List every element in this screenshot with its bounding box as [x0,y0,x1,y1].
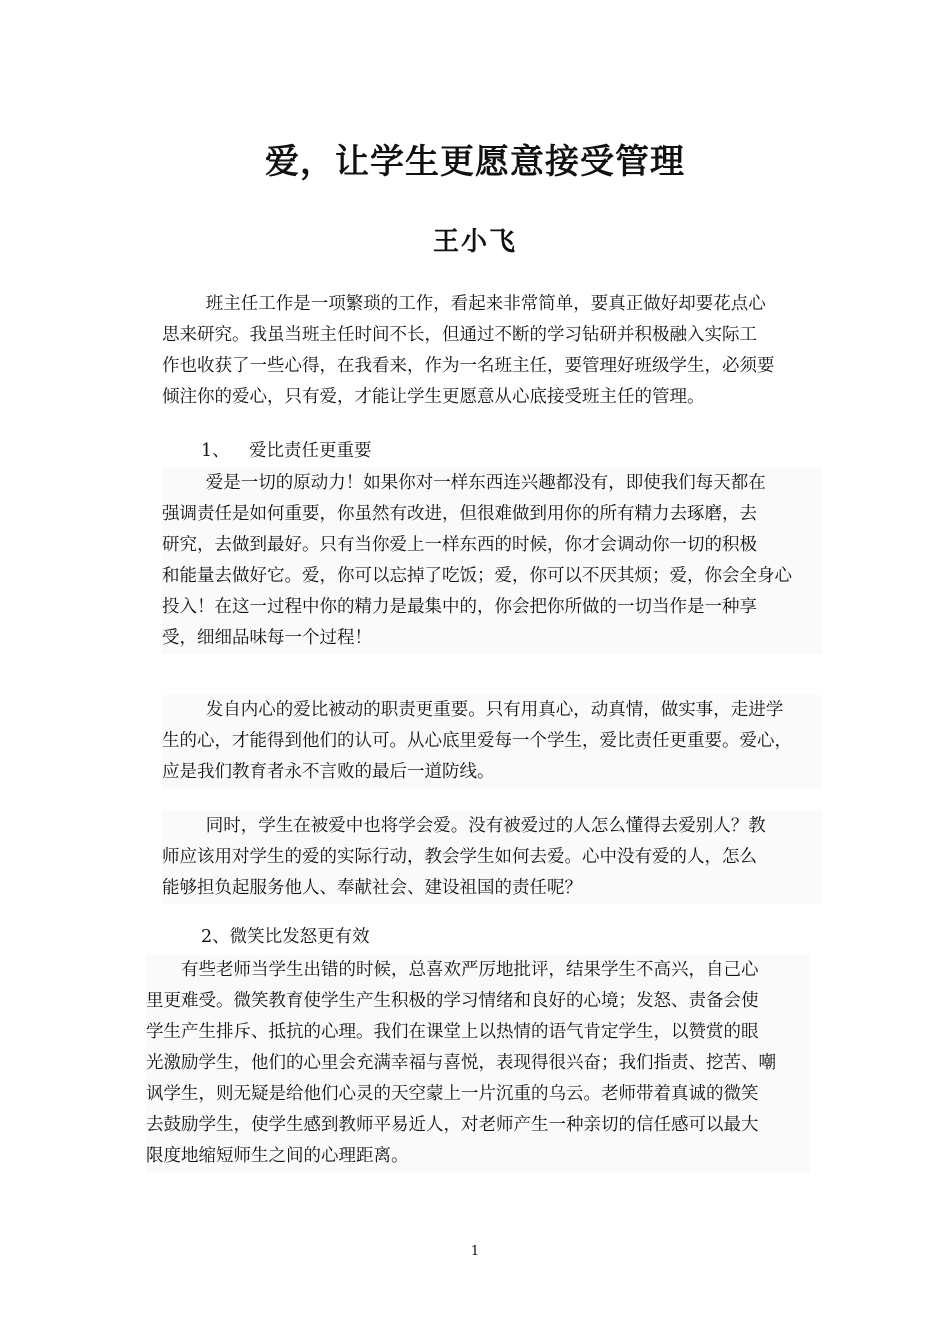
paragraph-line: 班主任工作是一项繁琐的工作，看起来非常简单，要真正做好却要花点心 [205,294,766,314]
section-heading-1 [201,436,372,467]
page-number: 1 [470,1244,480,1259]
intro-paragraph [162,289,822,413]
paragraph-line: 思来研究。我虽当班主任时间不长，但通过不断的学习钻研并积极融入实际工 [162,325,757,345]
author-name: 王小飞 [432,227,517,257]
paragraph-line: 有些老师当学生出错的时候，总喜欢严厉地批评，结果学生不高兴，自己心 [181,960,759,980]
paragraph-line: 光激励学生，他们的心里会充满幸福与喜悦，表现得很兴奋；我们指责、挖苦、嘲 [146,1053,776,1073]
paragraph-line: 作也收获了一些心得，在我看来，作为一名班主任，要管理好班级学生，必须要 [162,356,775,376]
paragraph-line: 应是我们教育者永不言败的最后一道防线。 [162,762,495,782]
paragraph-line: 学生产生排斥、抵抗的心理。我们在课堂上以热情的语气肯定学生，以赞赏的眼 [146,1022,759,1042]
section-number: 1、 [201,441,230,461]
paragraph-line: 里更难受。微笑教育使学生产生积极的学习情绪和良好的心境；发怒、责备会使 [146,991,759,1011]
paragraph-line: 能够担负起服务他人、奉献社会、建设祖国的责任呢？ [162,878,582,898]
paragraph-line: 限度地缩短师生之间的心理距离。 [146,1146,409,1166]
paragraph-line: 强调责任是如何重要，你虽然有改进，但很难做到用你的所有精力去琢磨，去 [162,504,757,524]
section1-paragraph-3 [162,811,822,904]
section2-paragraph-1 [146,955,810,1172]
paragraph-line: 发自内心的爱比被动的职责更重要。只有用真心，动真情，做实事，走进学 [205,700,784,720]
paragraph-line: 生的心，才能得到他们的认可。从心底里爱每一个学生，爱比责任更重要。爱心， [162,731,792,751]
section-heading-2: 2、微笑比发怒更有效 [201,927,370,947]
paragraph-line: 倾注你的爱心，只有爱，才能让学生更愿意从心底接受班主任的管理。 [162,387,705,407]
paragraph-line: 投入！在这一过程中你的精力是最集中的，你会把你所做的一切当作是一种享 [162,597,757,617]
paragraph-line: 和能量去做好它。爱，你可以忘掉了吃饭；爱，你可以不厌其烦；爱，你会全身心 [162,566,792,586]
paragraph-line: 去鼓励学生，使学生感到教师平易近人，对老师产生一种亲切的信任感可以最大 [146,1115,759,1135]
paragraph-line: 爱是一切的原动力！如果你对一样东西连兴趣都没有，即使我们每天都在 [205,473,766,493]
paragraph-line: 讽学生，则无疑是给他们心灵的天空蒙上一片沉重的乌云。老师带着真诚的微笑 [146,1084,759,1104]
section-heading-text: 爱比责任更重要 [249,441,372,461]
paragraph-line: 受，细细品味每一个过程！ [162,628,372,648]
section1-paragraph-1 [162,468,822,654]
section1-paragraph-2 [162,695,822,788]
paragraph-line: 研究，去做到最好。只有当你爱上一样东西的时候，你才会调动你一切的积极 [162,535,757,555]
page-title: 爱，让学生更愿意接受管理 [265,142,685,182]
paragraph-line: 师应该用对学生的爱的实际行动，教会学生如何去爱。心中没有爱的人，怎么 [162,847,757,867]
paragraph-line: 同时，学生在被爱中也将学会爱。没有被爱过的人怎么懂得去爱别人？教 [205,816,766,836]
